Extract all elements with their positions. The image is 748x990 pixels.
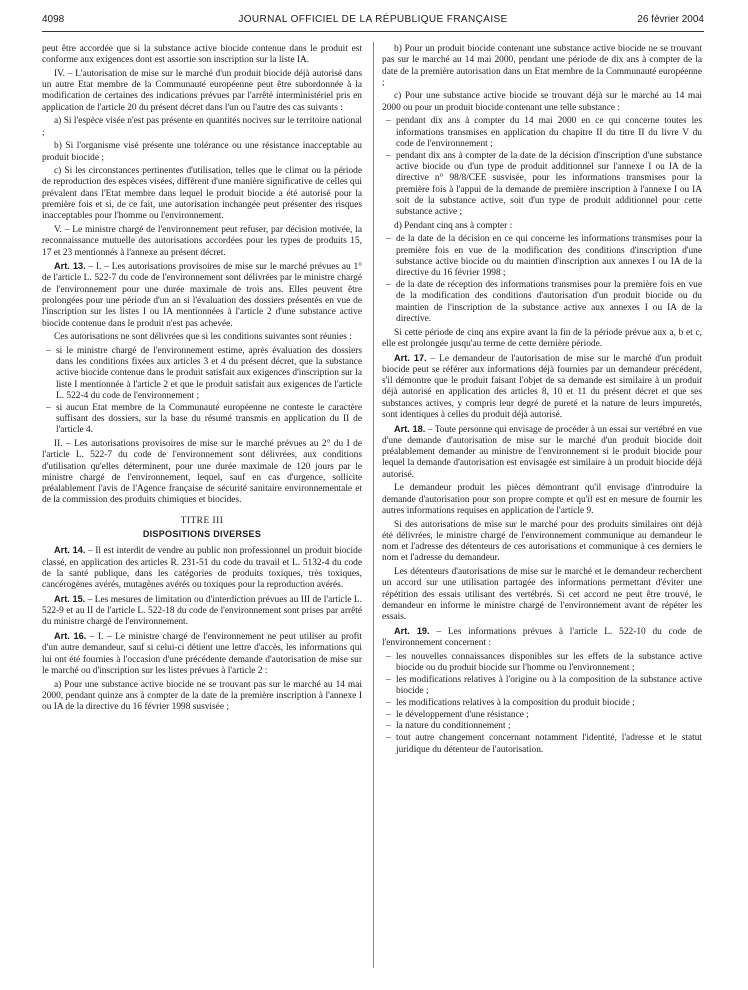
article-18: [382, 424, 702, 481]
list-item: – de la date de la décision en ce qui concerne les informations transmises pour la première fois en vue de la modification des conditions d'inscription d'une substance active biocide ou du maintien d'inscription aux annexes I ou IA de la directive du 16 février 1998 ;: [382, 234, 702, 279]
article-13: [42, 261, 362, 330]
period-list: [382, 116, 702, 218]
list-item: – si le ministre chargé de l'environnement estime, après évaluation des dossiers dans les conditions fixées aux articles 3 et 4 du présent décret, que la substance active biocide contenue dans le produit satisfait aux exigences d'inscription sur la liste I mentionnée à l'article 2 et que le produit satisfait aux exigences de l'article L. 522-4 du code de l'environnement ;: [42, 346, 362, 402]
article-14: [42, 545, 362, 591]
paragraph: Si cette période de cinq ans expire avant la fin de la période prévue aux a, b et c, elle est prolongée jusqu'au terme de cette dernière période.: [382, 327, 702, 349]
article-text: – Le demandeur de l'autorisation de mise sur le marché d'un produit biocide peut se référer aux informations déjà fournies par un demandeur précédent, s'il démontre que le produit faisant l'objet de sa demande est similaire à un produit déjà autorisé en application des articles 8, 10 et 11 du présent décret et que ses substances actives, y compris leur degré de pureté et la nature de leurs impuretés, sont identiques à celles du produit déjà autorisé.: [382, 353, 702, 420]
paragraph: Le demandeur produit les pièces démontrant qu'il envisage d'introduire la demande d'autorisation pour son propre compte et qu'il est en mesure de fournir les autres informations requises en application de l'article 9.: [382, 483, 702, 516]
article-label: Art. 19.: [394, 625, 430, 636]
article-label: Art. 13.: [54, 261, 86, 272]
article-16: [42, 631, 362, 677]
paragraph: peut être accordée que si la substance active biocide contenue dans le produit est conforme aux exigences dont est assortie son inscription sur la liste IA.: [42, 44, 362, 66]
paragraph: b) Si l'organisme visé présente une tolérance ou une résistance inacceptable au produit biocide ;: [42, 141, 362, 163]
column-divider: [373, 42, 374, 968]
list-item: – de la date de réception des informations transmises pour la première fois en vue de la modification des conditions d'autorisation d'un produit biocide ou du maintien de l'inscription de la substance active aux annexes I ou IA de la directive.: [382, 280, 702, 325]
paragraph: IV. – L'autorisation de mise sur le marché d'un produit biocide déjà autorisé dans un autre Etat membre de la Communauté européenne peut être subordonnée à la modification de certaines des indications prévues par l'arrêté interministériel pris en application de l'article 20 du présent décret dans l'un ou l'autre des cas suivants :: [42, 68, 362, 113]
paragraph: II. – Les autorisations provisoires de mise sur le marché prévues au 2° du I de l'article L. 522-7 du code de l'environnement sont délivrées, aux conditions d'utilisation qu'elles déterminent, pour une durée maximale de 120 jours par le ministre chargé de l'environnement, lequel, sauf en cas d'urgence, sollicite préalablement l'avis de l'Agence française de sécurité sanitaire environnementale et de la commission des produits chimiques et biocides.: [42, 438, 362, 506]
article-label: Art. 16.: [54, 631, 87, 642]
journal-title: JOURNAL OFFICIEL DE LA RÉPUBLIQUE FRANÇAISE: [238, 14, 508, 25]
article-text: – I. – Le ministre chargé de l'environnement ne peut utiliser au profit d'un autre demandeur, sauf si celui-ci détient une lettre d'accès, les informations qui lui ont été fournies à l'occasion d'une précédente demande d'autorisation de mise sur le marché ou d'inscription sur les listes prévues à l'article 2 :: [42, 632, 362, 676]
article-label: Art. 15.: [54, 593, 86, 604]
list-item: – pendant dix ans à compter de la date de la décision d'inscription d'une substance active biocide ou d'un type de produit additionnel sur l'annexe I ou IA de la directive n° 98/8/CEE susvisée, pour les informations transmises pour la première fois à l'appui de la demande de première inscription à l'annexe I ou IA soit de la substance active, soit d'un type de produit additionnel pour cette substance active ;: [382, 151, 702, 219]
publication-date: 26 février 2004: [637, 14, 704, 25]
paragraph: Si des autorisations de mise sur le marché pour des produits similaires ont déjà été délivrées, le ministre chargé de l'environnement communique au demandeur le nom et l'adresse des détenteurs de ces autorisations et communique à ces derniers le nom et l'adresse du demandeur.: [382, 519, 702, 564]
left-column: [42, 44, 362, 716]
article-text: – Les informations prévues à l'article L. 522-10 du code de l'environnement concernent :: [382, 626, 702, 649]
article-text: – I. – Les autorisations provisoires de mise sur le marché prévues au 1° de l'article L. 522-7 du code de l'environnement sont délivrées par le ministre chargé de l'environnement pour une durée maximale de trois ans. Elles peuvent être prolongées pour une période d'un an si l'évaluation des dossiers présentés en vue de l'inscription sur les listes I ou IA mentionnées à l'article 2 d'une substance active biocide contenue dans le produit n'est pas achevée.: [42, 262, 362, 329]
list-item: – les modifications relatives à la composition du produit biocide ;: [382, 698, 702, 709]
list-item: – tout autre changement concernant notamment l'identité, l'adresse et le statut juridique du détenteur de l'autorisation.: [382, 733, 702, 756]
article-label: Art. 18.: [394, 423, 426, 434]
article-label: Art. 14.: [54, 545, 86, 556]
article-19: [382, 626, 702, 650]
paragraph: Ces autorisations ne sont délivrées que si les conditions suivantes sont réunies :: [54, 332, 352, 343]
paragraph: b) Pour un produit biocide contenant une substance active biocide ne se trouvant pas sur le marché au 14 mai 2000, pendant une période de dix ans à compter de la date de la première autorisation dans un Etat membre de la Communauté européenne ;: [382, 44, 702, 88]
article-text: – Toute personne qui envisage de procéder à un essai sur vertébré en vue d'une demande d'autorisation de mise sur le marché d'un produit biocide doit préalablement demander au ministre de l'environnement si le produit biocide pour lequel la demande d'autorisation est envisagée est similaire à un produit biocide déjà autorisé.: [382, 424, 702, 480]
paragraph: Les détenteurs d'autorisations de mise sur le marché et le demandeur recherchent un accord sur une utilisation partagée des informations permettant d'éviter une répétition des essais utilisant des vertébrés. Si cet accord ne peut être trouvé, le demandeur en informe le ministre chargé de l'environnement avant de répéter les essais.: [382, 567, 702, 623]
list-item: – le développement d'une résistance ;: [382, 710, 702, 721]
condition-list: [42, 346, 362, 437]
list-item: – si aucun Etat membre de la Communauté européenne ne conteste le caractère suffisant des dossiers, sur la base du résumé transmis en application du II de l'article 4.: [42, 403, 362, 437]
article-17: [382, 353, 702, 422]
article-text: – Les mesures de limitation ou d'interdiction prévues au III de l'article L. 522-9 et au II de l'article L. 522-18 du code de l'environnement sont prises par arrêté du ministre chargé de l'environnement.: [42, 594, 362, 628]
list-item: – les modifications relatives à l'origine ou à la composition de la substance active biocide ;: [382, 675, 702, 698]
paragraph: c) Pour une substance active biocide se trouvant déjà sur le marché au 14 mai 2000 ou pour un produit biocide contenant une telle substance :: [382, 91, 702, 113]
information-list: [382, 652, 702, 756]
section-subtitle: DISPOSITIONS DIVERSES: [142, 529, 262, 540]
article-label: Art. 17.: [394, 352, 427, 363]
paragraph: V. – Le ministre chargé de l'environnement peut refuser, par décision motivée, la reconnaissance mutuelle des autorisations accordées pour les types de produits 15, 17 et 23 mentionnés à l'annexe au présent décret.: [42, 224, 362, 258]
section-title: TITRE III: [180, 515, 224, 526]
paragraph: d) Pendant cinq ans à compter :: [394, 220, 513, 231]
article-15: [42, 594, 362, 629]
header-rule: [42, 31, 704, 32]
list-item: – la nature du conditionnement ;: [382, 721, 702, 732]
paragraph: c) Si les circonstances pertinentes d'utilisation, telles que le climat ou la période de reproduction des espèces visées, diffèrent d'une manière significative de celles qui prévalent dans l'Etat membre dans lequel le produit biocide a été autorisé pour la première fois et si, de ce fait, une autorisation inchangée peut présenter des risques inacceptables pour l'homme ou l'environnement.: [42, 166, 362, 222]
right-column: [382, 44, 702, 758]
list-item: – pendant dix ans à compter du 14 mai 2000 en ce qui concerne toutes les informations transmises en application du chapitre II du titre II du livre V du code de l'environnement ;: [382, 116, 702, 150]
article-text: – Il est interdit de vendre au public non professionnel un produit biocide classé, en application des articles R. 231-51 du code du travail et L. 5132-4 du code de la santé publique, dans les catégories de produits toxiques, très toxiques, cancérogènes avérés, mutagènes avérés ou toxiques pour la reproduction avérés.: [42, 546, 362, 591]
paragraph: a) Si l'espèce visée n'est pas présente en quantités nocives sur le territoire national ;: [42, 116, 362, 138]
page-header: [42, 14, 704, 32]
paragraph: a) Pour une substance active biocide ne se trouvant pas sur le marché au 14 mai 2000, pendant quinze ans à compter de la date de la première inscription à l'annexe I ou IA de la directive du 16 février 1998 susvisée ;: [42, 679, 362, 713]
list-item: – les nouvelles connaissances disponibles sur les effets de la substance active biocide ou du produit biocide sur l'homme ou l'environnement ;: [382, 652, 702, 675]
date-list: [382, 234, 702, 325]
page-number: 4098: [42, 14, 65, 25]
